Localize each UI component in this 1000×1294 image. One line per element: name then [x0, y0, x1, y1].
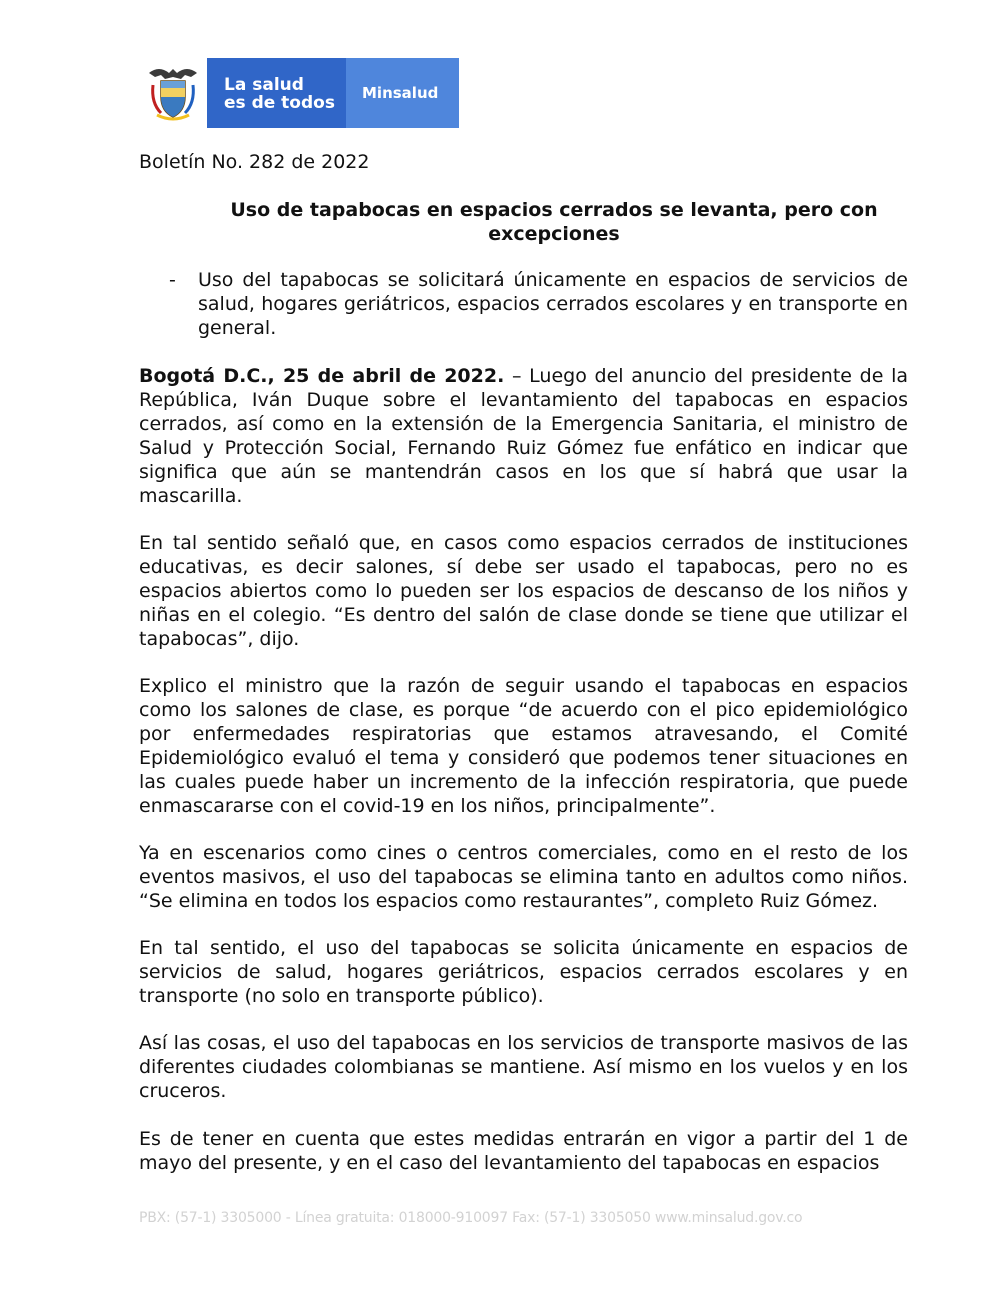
bullet-text: Uso del tapabocas se solicitará únicamente en espacios de servicios de salud, hogares geriátricos, espacios cerrados escolares y en transporte en general. — [198, 269, 908, 339]
paragraph-4: Ya en escenarios como cines o centros comerciales, como en el resto de los eventos masivos, el uso del tapabocas se elimina tanto en adultos como niños. “Se elimina en todos los espacios como restaurantes”, completo Ruiz Gómez. — [139, 842, 908, 912]
bullet-dash: - — [169, 269, 176, 291]
document-title: Uso de tapabocas en espacios cerrados se levanta, pero con excepciones — [230, 199, 878, 245]
logo-slogan-line1: La salud — [224, 75, 304, 95]
bulletin-number: Boletín No. 282 de 2022 — [139, 151, 370, 173]
paragraph-2: En tal sentido señaló que, en casos como espacios cerrados de instituciones educativas, es decir salones, sí debe ser usado el tapabocas, pero no es espacios abiertos como lo pueden ser los espacios de descanso de los niños y niñas en el colegio. “Es dentro del salón de clase donde se tiene que utilizar el tapabocas”, dijo. — [139, 532, 908, 650]
paragraph-5: En tal sentido, el uso del tapabocas se solicita únicamente en espacios de servicios de salud, hogares geriátricos, espacios cerrados escolares y en transporte (no solo en transporte público). — [139, 937, 908, 1007]
paragraph-1-body: – Luego del anuncio del presidente de la República, Iván Duque sobre el levantamiento del tapabocas en espacios cerrados, así como en la extensión de la Emergencia Sanitaria, el ministro de Salud y Protección Social, Fernando Ruiz Gómez fue enfático en indicar que significa que aún se mantendrán casos en los que sí habrá que usar la mascarilla. — [139, 365, 908, 507]
dateline: Bogotá D.C., 25 de abril de 2022. — [139, 365, 505, 387]
paragraph-7: Es de tener en cuenta que estes medidas entrarán en vigor a partir del 1 de mayo del presente, y en el caso del levantamiento del tapabocas en espacios — [139, 1128, 908, 1174]
paragraph-6: Así las cosas, el uso del tapabocas en los servicios de transporte masivos de las diferentes ciudades colombianas se mantiene. Así mismo en los vuelos y en los cruceros. — [139, 1032, 908, 1102]
paragraph-3: Explico el ministro que la razón de seguir usando el tapabocas en espacios como los salones de clase, es porque “de acuerdo con el pico epidemiológico por enfermedades respiratorias que estamos atravesando, el Comité Epidemiológico evaluó el tema y consideró que podemos tener situaciones en las cuales puede haber un incremento de la infección respiratoria, que puede enmascararse con el covid-19 en los niños, principalmente”. — [139, 675, 908, 817]
colombia-coat-of-arms-icon — [139, 58, 207, 128]
logo-slogan-line2: es de todos — [224, 93, 335, 113]
logo-brand: Minsalud — [346, 58, 459, 128]
footer-contact: PBX: (57-1) 3305000 - Línea gratuita: 018000-910097 Fax: (57-1) 3305050 www.minsalud.gov.co — [139, 1210, 803, 1226]
highlight-bullet — [169, 268, 908, 340]
minsalud-logo — [139, 58, 459, 128]
logo-slogan — [207, 58, 346, 128]
paragraph-1 — [139, 364, 908, 508]
